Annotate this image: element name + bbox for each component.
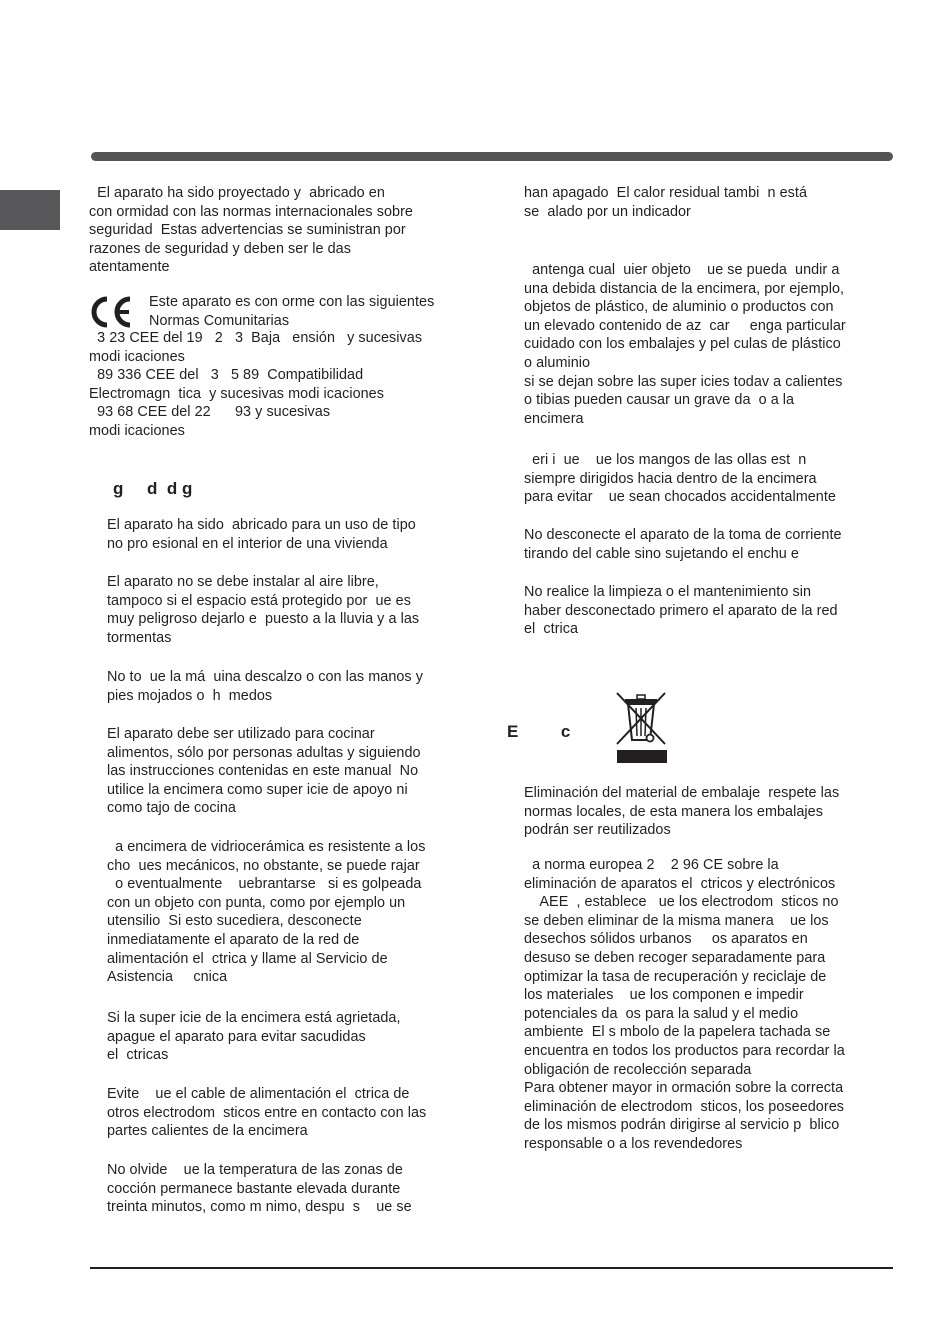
text-line: se alado por un indicador <box>524 203 691 220</box>
text-line: El aparato no se debe instalar al aire libre, <box>107 574 379 590</box>
safety-paragraph <box>107 668 423 705</box>
text-line: con un objeto con punta, como por ejemplo un <box>107 894 406 911</box>
text-line: pies mojados o h medos <box>107 687 273 704</box>
text-line: de los mismos podrán dirigirse al servicio p blico <box>524 1117 840 1134</box>
text-line: el ctricas <box>107 1047 169 1064</box>
text-line: Para obtener mayor in ormación sobre la correcta <box>524 1080 844 1097</box>
language-tab <box>0 190 60 230</box>
safety-paragraph <box>524 261 846 428</box>
text-line: encimera <box>524 410 584 427</box>
text-line: a norma europea 2 2 96 CE sobre la <box>524 857 779 873</box>
footer-rule <box>90 1267 893 1269</box>
disposal-paragraph <box>524 856 845 1154</box>
text-line: No olvide ue la temperatura de las zonas de <box>107 1162 403 1178</box>
text-line: utilice la encimera como super icie de apoyo ni <box>107 781 408 798</box>
text-line: cho ues mecánicos, no obstante, se puede rajar <box>107 857 420 874</box>
text-line: El aparato ha sido abricado para un uso de tipo <box>107 517 416 533</box>
text-line: utensilio Si esto sucediera, desconecte <box>107 913 362 930</box>
disposal-paragraph <box>524 784 839 840</box>
text-line: atentamente <box>89 259 170 276</box>
safety-paragraph <box>524 184 807 221</box>
text-line: otros electrodom sticos entre en contacto con las <box>107 1104 427 1121</box>
text-line: responsable o a los revendedores <box>524 1135 743 1152</box>
safety-paragraph <box>107 516 416 553</box>
text-line: a encimera de vidriocerámica es resistente a los <box>107 839 426 855</box>
text-line: treinta minutos, como m nimo, despu s ue se <box>107 1199 412 1216</box>
text-line: tampoco si el espacio está protegido por ue es <box>107 592 411 609</box>
text-line: obligación de recolección separada <box>524 1061 752 1078</box>
text-line: si se dejan sobre las super icies todav a calientes <box>524 373 843 390</box>
text-line: Este aparato es con orme con las siguientes <box>149 294 435 310</box>
text-line: seguridad Estas advertencias se suministran por <box>89 222 406 239</box>
safety-section-heading: g d d g <box>113 479 193 498</box>
text-line: antenga cual uier objeto ue se pueda undir a <box>524 262 840 278</box>
text-line: para evitar ue sean chocados accidentalmente <box>524 489 836 506</box>
ce-declaration-intro <box>149 293 434 330</box>
text-line: modi icaciones <box>89 422 185 439</box>
text-line: partes calientes de la encimera <box>107 1123 308 1140</box>
text-line: siempre dirigidos hacia dentro de la encimera <box>524 470 817 487</box>
text-line: normas locales, de esta manera los embalajes <box>524 803 823 820</box>
safety-paragraph <box>107 838 425 987</box>
text-line: tirando del cable sino sujetando el enchu e <box>524 545 799 562</box>
text-line: o tibias pueden causar un grave da o a la <box>524 392 795 409</box>
text-line: cuidado con los embalajes y pel culas de plástico <box>524 336 841 353</box>
text-line: un elevado contenido de az car enga particular <box>524 317 846 334</box>
text-line: ambiente El s mbolo de la papelera tachada se <box>524 1024 831 1041</box>
text-line: se deben eliminar de la misma manera ue los <box>524 912 829 929</box>
text-line: Eliminación del material de embalaje respete las <box>524 785 840 801</box>
text-line: encuentra en todos los productos para recordar la <box>524 1042 845 1059</box>
text-line: o eventualmente uebrantarse si es golpeada <box>107 876 422 893</box>
safety-paragraph <box>524 583 838 639</box>
text-line: El aparato debe ser utilizado para cocinar <box>107 726 375 742</box>
text-line: como tajo de cocina <box>107 800 236 817</box>
text-line: El aparato ha sido proyectado y abricado en <box>89 185 385 201</box>
text-line: o aluminio <box>524 354 591 371</box>
text-line: una debida distancia de la encimera, por ejemplo, <box>524 280 845 297</box>
safety-paragraph <box>524 526 842 563</box>
text-line: AEE , establece ue los electrodom sticos no <box>524 894 839 911</box>
text-line: eri i ue ue los mangos de las ollas est n <box>524 452 807 468</box>
text-line: potenciales da os para la salud y el medio <box>524 1005 799 1022</box>
safety-paragraph <box>107 1161 412 1217</box>
text-line: razones de seguridad y deben ser le das <box>89 240 351 257</box>
text-line: eliminación de aparatos el ctricos y electrónicos <box>524 875 836 892</box>
text-line: desechos sólidos urbanos os aparatos en <box>524 931 808 948</box>
header-rule <box>91 152 893 161</box>
text-line: los materiales ue los componen e impedir <box>524 987 804 1004</box>
text-line: no pro esional en el interior de una vivienda <box>107 535 388 552</box>
text-line: con ormidad con las normas internacionales sobre <box>89 203 413 220</box>
ce-directives-list <box>89 329 422 441</box>
text-line: inmediatamente el aparato de la red de <box>107 931 360 948</box>
text-line: el ctrica <box>524 621 579 638</box>
crossed-out-wheelie-bin-icon <box>614 690 668 764</box>
text-line: han apagado El calor residual tambi n está <box>524 185 807 201</box>
text-line: No realice la limpieza o el mantenimiento sin <box>524 584 811 600</box>
safety-paragraph <box>524 451 836 507</box>
safety-paragraph <box>107 725 421 818</box>
text-line: cocción permanece bastante elevada durante <box>107 1180 401 1197</box>
text-line: desuso se deben recoger separadamente para <box>524 949 826 966</box>
text-line: 3 23 CEE del 19 2 3 Baja ensión y sucesivas <box>89 330 423 346</box>
text-line: optimizar la tasa de recuperación y reciclaje de <box>524 968 827 985</box>
text-line: haber desconectado primero el aparato de la red <box>524 602 838 619</box>
safety-paragraph <box>107 573 419 647</box>
text-line: muy peligroso dejarlo e puesto a la lluvia y a las <box>107 611 420 628</box>
safety-paragraph <box>107 1085 426 1141</box>
text-line: modi icaciones <box>89 348 185 365</box>
text-line: alimentación el ctrica y llame al Servicio de <box>107 950 388 967</box>
text-line: tormentas <box>107 629 172 646</box>
disposal-section-heading: E c <box>507 722 571 741</box>
text-line: alimentos, sólo por personas adultas y siguiendo <box>107 744 421 761</box>
intro-paragraph <box>89 184 413 277</box>
text-line: 89 336 CEE del 3 5 89 Compatibilidad <box>89 367 364 384</box>
text-line: No desconecte el aparato de la toma de corriente <box>524 527 842 543</box>
text-line: Si la super icie de la encimera está agrietada, <box>107 1010 401 1026</box>
text-line: objetos de plástico, de aluminio o productos con <box>524 299 834 316</box>
text-line: 93 68 CEE del 22 93 y sucesivas <box>89 404 331 421</box>
text-line: Asistencia cnica <box>107 969 228 986</box>
safety-paragraph <box>107 1009 401 1065</box>
text-line: Electromagn tica y sucesivas modi icaciones <box>89 385 384 402</box>
ce-mark-icon <box>90 296 134 328</box>
text-line: podrán ser reutilizados <box>524 822 671 839</box>
text-line: Normas Comunitarias <box>149 312 290 329</box>
text-line: las instrucciones contenidas en este manual No <box>107 763 419 780</box>
text-line: No to ue la má uina descalzo o con las manos y <box>107 669 423 685</box>
text-line: eliminación de electrodom sticos, los poseedores <box>524 1098 845 1115</box>
text-line: apague el aparato para evitar sacudidas <box>107 1028 366 1045</box>
text-line: Evite ue el cable de alimentación el ctrica de <box>107 1086 410 1102</box>
